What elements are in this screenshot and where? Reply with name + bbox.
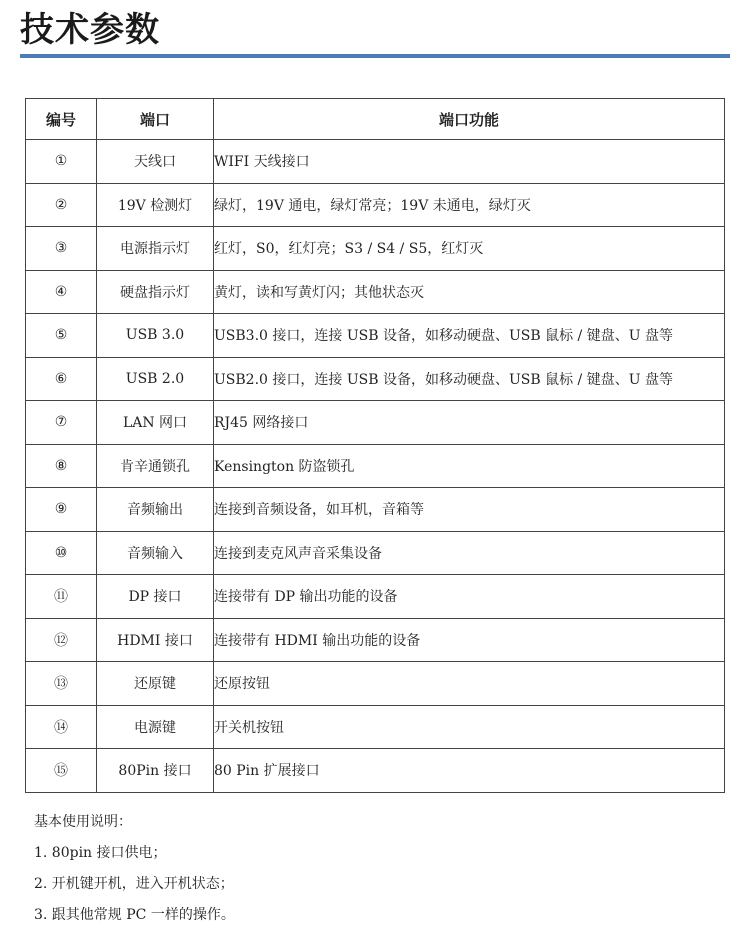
row-function: 80 Pin 扩展接口 bbox=[214, 749, 725, 793]
row-function: USB2.0 接口，连接 USB 设备，如移动硬盘、USB 鼠标 / 键盘、U 盘等 bbox=[214, 357, 725, 401]
row-port: 还原键 bbox=[97, 662, 214, 706]
table-row bbox=[26, 183, 725, 227]
row-port: LAN 网口 bbox=[97, 401, 214, 445]
page-title: 技术参数 bbox=[20, 10, 160, 50]
row-function: 连接带有 HDMI 输出功能的设备 bbox=[214, 618, 725, 662]
notes-item: 2. 开机键开机，进入开机状态； bbox=[34, 876, 234, 892]
row-number: ⑨ bbox=[26, 488, 97, 532]
row-port: 肯辛通锁孔 bbox=[97, 444, 214, 488]
row-function: Kensington 防盗锁孔 bbox=[214, 444, 725, 488]
row-port: 电源指示灯 bbox=[97, 227, 214, 271]
row-number: ⑩ bbox=[26, 531, 97, 575]
row-number: ⑭ bbox=[26, 705, 97, 749]
row-number: ④ bbox=[26, 270, 97, 314]
row-number: ⑧ bbox=[26, 444, 97, 488]
table-row bbox=[26, 749, 725, 793]
table-row bbox=[26, 488, 725, 532]
row-port: 天线口 bbox=[97, 140, 214, 184]
row-number: ⑮ bbox=[26, 749, 97, 793]
row-number: ① bbox=[26, 140, 97, 184]
row-function: 连接到麦克风声音采集设备 bbox=[214, 531, 725, 575]
table-row bbox=[26, 270, 725, 314]
row-number: ⑬ bbox=[26, 662, 97, 706]
row-function: 绿灯，19V 通电，绿灯常亮；19V 未通电，绿灯灭 bbox=[214, 183, 725, 227]
row-port: 电源键 bbox=[97, 705, 214, 749]
row-port: 音频输出 bbox=[97, 488, 214, 532]
row-function: 开关机按钮 bbox=[214, 705, 725, 749]
usage-notes bbox=[34, 810, 235, 934]
table-row bbox=[26, 401, 725, 445]
row-function: 还原按钮 bbox=[214, 662, 725, 706]
table-row bbox=[26, 357, 725, 401]
row-port: HDMI 接口 bbox=[97, 618, 214, 662]
row-number: ⑤ bbox=[26, 314, 97, 358]
row-number: ③ bbox=[26, 227, 97, 271]
row-function: RJ45 网络接口 bbox=[214, 401, 725, 445]
table-row bbox=[26, 575, 725, 619]
notes-item: 3. 跟其他常规 PC 一样的操作。 bbox=[34, 907, 235, 923]
table-header-row bbox=[26, 99, 725, 140]
row-function: USB3.0 接口，连接 USB 设备，如移动硬盘、USB 鼠标 / 键盘、U 盘等 bbox=[214, 314, 725, 358]
row-function: 连接带有 DP 输出功能的设备 bbox=[214, 575, 725, 619]
notes-item: 1. 80pin 接口供电； bbox=[34, 845, 167, 861]
row-number: ⑥ bbox=[26, 357, 97, 401]
row-number: ⑫ bbox=[26, 618, 97, 662]
row-function: 连接到音频设备，如耳机，音箱等 bbox=[214, 488, 725, 532]
row-port: DP 接口 bbox=[97, 575, 214, 619]
row-port: 音频输入 bbox=[97, 531, 214, 575]
table-row bbox=[26, 618, 725, 662]
table-row bbox=[26, 444, 725, 488]
row-number: ② bbox=[26, 183, 97, 227]
table-row bbox=[26, 662, 725, 706]
row-port: 19V 检测灯 bbox=[97, 183, 214, 227]
row-number: ⑦ bbox=[26, 401, 97, 445]
row-port: USB 2.0 bbox=[97, 357, 214, 401]
row-function: WIFI 天线接口 bbox=[214, 140, 725, 184]
notes-heading: 基本使用说明： bbox=[34, 814, 132, 830]
table-row bbox=[26, 140, 725, 184]
table-row bbox=[26, 227, 725, 271]
header-function: 端口功能 bbox=[214, 99, 725, 140]
row-function: 黄灯，读和写黄灯闪；其他状态灭 bbox=[214, 270, 725, 314]
row-number: ⑪ bbox=[26, 575, 97, 619]
row-function: 红灯，S0，红灯亮；S3 / S4 / S5，红灯灭 bbox=[214, 227, 725, 271]
table-row bbox=[26, 531, 725, 575]
header-port: 端口 bbox=[97, 99, 214, 140]
table-row bbox=[26, 314, 725, 358]
row-port: 80Pin 接口 bbox=[97, 749, 214, 793]
table-row bbox=[26, 705, 725, 749]
spec-table bbox=[25, 98, 725, 793]
row-port: 硬盘指示灯 bbox=[97, 270, 214, 314]
title-underline bbox=[20, 54, 730, 58]
row-port: USB 3.0 bbox=[97, 314, 214, 358]
header-number: 编号 bbox=[26, 99, 97, 140]
